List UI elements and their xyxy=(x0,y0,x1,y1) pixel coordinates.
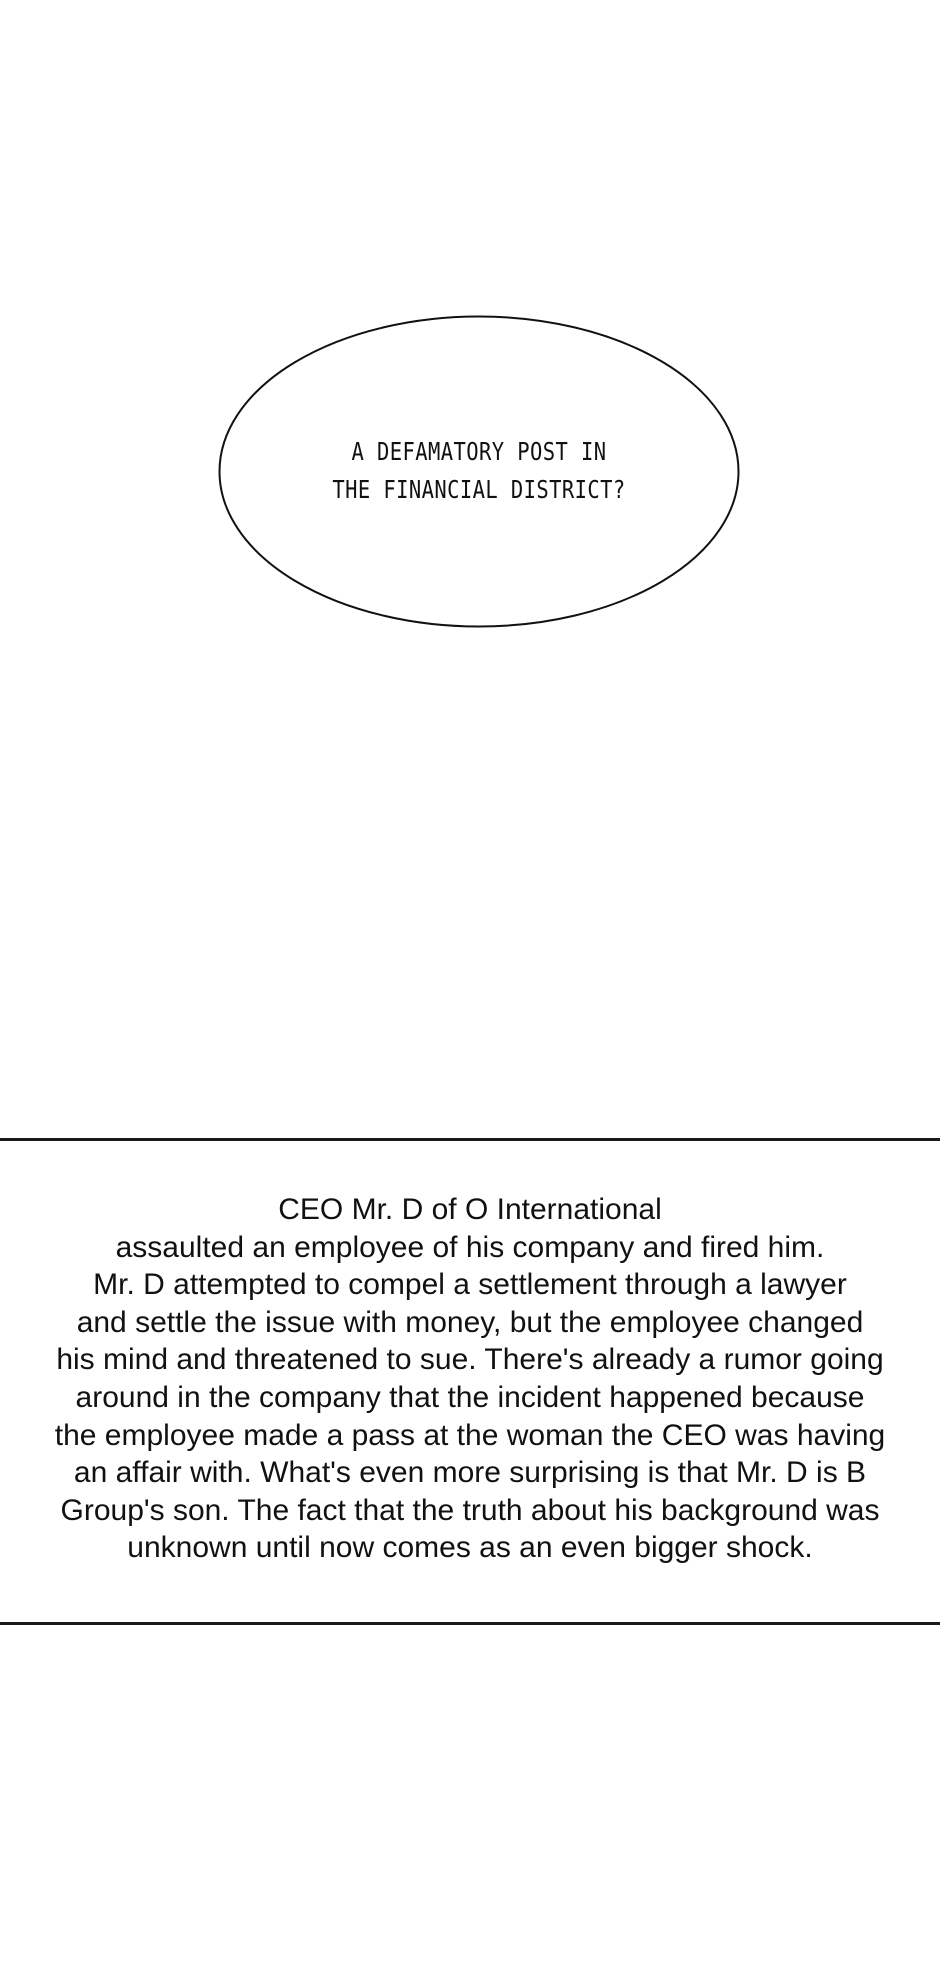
caption-line: CEO Mr. D of O International xyxy=(278,1193,662,1226)
caption-line: an affair with. What's even more surprising is that Mr. D is B xyxy=(73,1456,867,1490)
speech-bubble-text xyxy=(265,433,693,509)
speech-bubble-line: A DEFAMATORY POST IN xyxy=(351,437,607,466)
news-caption xyxy=(20,1191,920,1567)
caption-line: Group's son. The fact that the truth about his background was xyxy=(60,1493,880,1527)
caption-line: and settle the issue with money, but the employee changed xyxy=(76,1305,864,1339)
speech-bubble xyxy=(218,315,740,628)
caption-bottom-divider xyxy=(0,1622,940,1625)
caption-line: assaulted an employee of his company and fired him. xyxy=(115,1230,825,1264)
caption-line: Mr. D attempted to compel a settlement through a lawyer xyxy=(93,1268,847,1302)
caption-line: his mind and threatened to sue. There's already a rumor going xyxy=(56,1343,884,1377)
caption-top-divider xyxy=(0,1138,940,1141)
caption-line: around in the company that the incident happened because xyxy=(75,1380,865,1414)
caption-line: unknown until now comes as an even bigger shock. xyxy=(127,1531,813,1565)
speech-bubble-line: THE FINANCIAL DISTRICT? xyxy=(332,475,626,504)
caption-line: the employee made a pass at the woman the CEO was having xyxy=(54,1418,886,1452)
